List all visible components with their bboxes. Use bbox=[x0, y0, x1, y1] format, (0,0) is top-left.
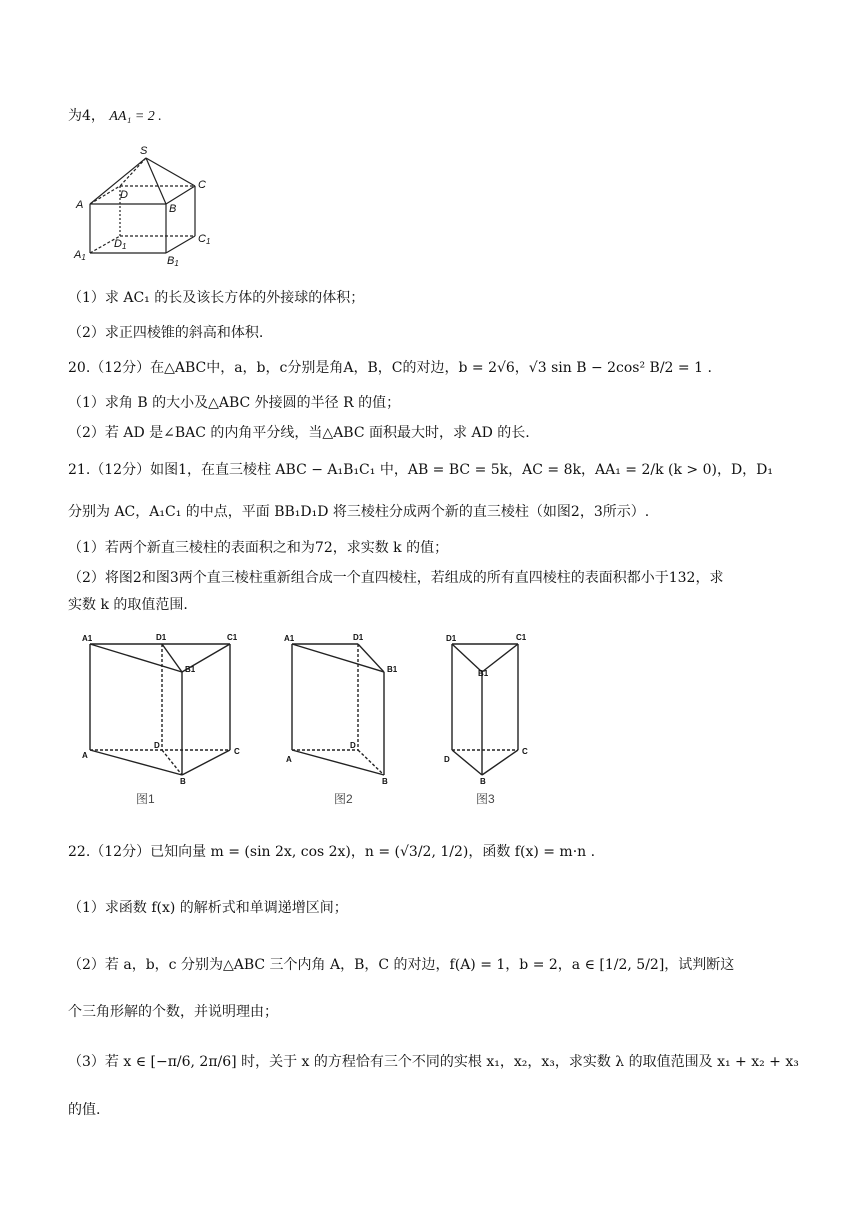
svg-text:D: D bbox=[444, 755, 450, 764]
svg-text:D1: D1 bbox=[114, 238, 127, 251]
q19-tail-line bbox=[68, 106, 820, 127]
svg-text:C: C bbox=[198, 179, 206, 191]
svg-text:A: A bbox=[286, 755, 292, 764]
q22-part3-line2: 的值. bbox=[68, 1102, 101, 1118]
figure-1-caption: 图1 bbox=[136, 792, 155, 806]
q20-part2: （2）若 AD 是∠BAC 的内角平分线，当△ABC 面积最大时，求 AD 的长. bbox=[68, 425, 530, 441]
svg-text:B: B bbox=[180, 777, 186, 785]
q22-part2-line2: 个三角形解的个数，并说明理由； bbox=[68, 1004, 278, 1020]
svg-text:B: B bbox=[480, 777, 486, 785]
q20-part1: （1）求角 B 的大小及△ABC 外接圆的半径 R 的值； bbox=[68, 395, 401, 411]
svg-text:B: B bbox=[382, 777, 388, 785]
q19-part1: （1）求 AC₁ 的长及该长方体的外接球的体积； bbox=[68, 290, 365, 306]
svg-text:C: C bbox=[522, 747, 528, 756]
svg-text:S: S bbox=[140, 145, 148, 157]
q22-part3-line1: （3）若 x ∈ [−π/6, 2π/6] 时，关于 x 的方程恰有三个不同的实根 x₁，x₂，x₃，求实数 λ 的取值范围及 x₁ + x₂ + x₃ bbox=[68, 1054, 799, 1070]
svg-text:D1: D1 bbox=[156, 633, 167, 642]
svg-text:D: D bbox=[154, 741, 160, 750]
q22-stem: 22.（12分）已知向量 m = (sin 2x, cos 2x)，n = (√3/2, 1/2)，函数 f(x) = m·n . bbox=[68, 844, 596, 860]
q21-stem-2: 分别为 AC，A₁C₁ 的中点，平面 BB₁D₁D 将三棱柱分成两个新的直三棱柱（如图2，3所示）. bbox=[68, 504, 650, 520]
q21-stem-1: 21.（12分）如图1，在直三棱柱 ABC − A₁B₁C₁ 中，AB = BC = 5k，AC = 8k，AA₁ = 2/k (k > 0)，D，D₁ bbox=[68, 462, 774, 478]
q21-part2-line2: 实数 k 的取值范围. bbox=[68, 597, 188, 613]
prism-figure-2 bbox=[280, 630, 400, 785]
svg-text:B1: B1 bbox=[387, 665, 398, 674]
figure-3-caption: 图3 bbox=[476, 792, 495, 806]
svg-text:D1: D1 bbox=[446, 634, 457, 643]
q21-part1: （1）若两个新直三棱柱的表面积之和为72，求实数 k 的值； bbox=[68, 540, 449, 556]
svg-text:C1: C1 bbox=[516, 633, 527, 642]
svg-text:A: A bbox=[76, 199, 84, 211]
q22-part1: （1）求函数 f(x) 的解析式和单调递增区间； bbox=[68, 900, 348, 916]
svg-text:C1: C1 bbox=[227, 633, 238, 642]
q21-part2-line1: （2）将图2和图3两个直三棱柱重新组合成一个直四棱柱，若组成的所有直四棱柱的表面积都小于132，求 bbox=[68, 570, 724, 586]
svg-text:B1: B1 bbox=[185, 665, 196, 674]
svg-text:B: B bbox=[169, 203, 177, 215]
prism-figure-1 bbox=[72, 630, 252, 785]
svg-text:C: C bbox=[234, 747, 240, 756]
svg-text:A1: A1 bbox=[82, 634, 93, 643]
svg-text:D: D bbox=[120, 189, 128, 201]
figure-2-caption: 图2 bbox=[334, 792, 353, 806]
svg-text:A1: A1 bbox=[74, 249, 86, 262]
svg-text:C1: C1 bbox=[198, 233, 211, 246]
q19-part2: （2）求正四棱锥的斜高和体积. bbox=[68, 325, 264, 341]
svg-text:B1: B1 bbox=[167, 255, 179, 268]
prism-figure-3 bbox=[440, 630, 535, 785]
q22-part2-line1: （2）若 a，b，c 分别为△ABC 三个内角 A，B，C 的对边，f(A) = 1，b = 2，a ∈ [1/2, 5/2]，试判断这 bbox=[68, 957, 735, 973]
q20-stem: 20.（12分）在△ABC中，a，b，c分别是角A，B，C的对边，b = 2√6，√3 sin B − 2cos² B/2 = 1 . bbox=[68, 360, 712, 376]
pyramid-cuboid-figure bbox=[70, 140, 230, 270]
svg-text:B1: B1 bbox=[478, 669, 489, 678]
svg-text:A1: A1 bbox=[284, 634, 295, 643]
svg-text:A: A bbox=[82, 751, 88, 760]
svg-text:D: D bbox=[350, 741, 356, 750]
q19-tail-text: 为4， bbox=[68, 108, 105, 124]
svg-text:D1: D1 bbox=[353, 633, 364, 642]
q19-tail-eq: AA₁ = 2 . bbox=[109, 109, 162, 124]
